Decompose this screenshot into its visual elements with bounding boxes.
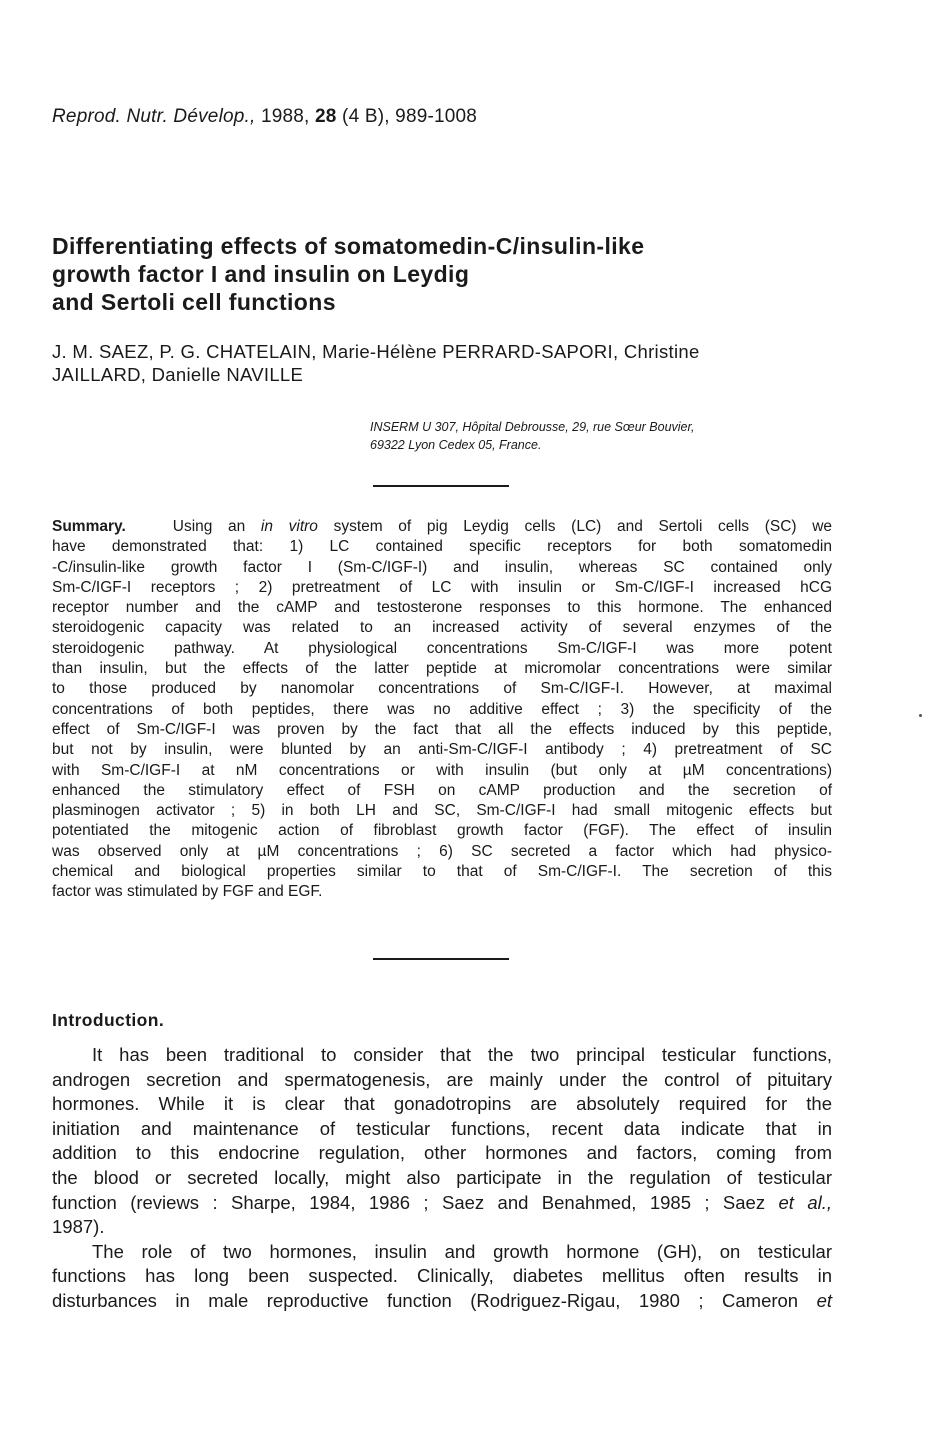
paper-title bbox=[52, 232, 852, 316]
summary-line: potentiated the mitogenic action of fibroblast growth factor (FGF). The effect of insulin bbox=[52, 822, 832, 840]
introduction-body bbox=[52, 1043, 832, 1314]
summary-line: have demonstrated that: 1) LC contained specific receptors for both somatomedin bbox=[52, 538, 832, 556]
author-line: JAILLARD, Danielle NAVILLE bbox=[52, 364, 304, 385]
journal-citation bbox=[52, 106, 477, 128]
section-divider bbox=[373, 958, 509, 960]
summary-line: factor was stimulated by FGF and EGF. bbox=[52, 883, 323, 901]
summary-line: concentrations of both peptides, there was no additive effect ; 3) the specificity of the bbox=[52, 700, 832, 718]
body-line: the blood or secreted locally, might also participate in the regulation of testicular bbox=[52, 1166, 832, 1188]
summary-line: -C/insulin-like growth factor I (Sm-C/IGF-I) and insulin, whereas SC contained only bbox=[52, 558, 832, 576]
journal-issue-pages: (4 B), 989-1008 bbox=[342, 106, 478, 127]
journal-year: 1988, bbox=[260, 106, 310, 127]
body-line: functions has long been suspected. Clinically, diabetes mellitus often results in bbox=[52, 1265, 832, 1287]
summary-line bbox=[52, 517, 832, 537]
summary-text: system of pig Leydig cells (LC) and Sertoli cells (SC) we bbox=[333, 518, 833, 535]
summary-line: chemical and biological properties similar to that of Sm-C/IGF-I. The secretion of this bbox=[52, 863, 832, 881]
affiliation bbox=[370, 418, 850, 454]
body-text: disturbances in male reproductive function (Rodriguez-Rigau, 1980 ; Cameron bbox=[52, 1289, 799, 1311]
title-line: Differentiating effects of somatomedin-C/insulin-like bbox=[52, 233, 645, 259]
summary-line: effect of Sm-C/IGF-I was proven by the fact that all the effects induced by this peptide, bbox=[52, 720, 832, 738]
summary-label: Summary. bbox=[52, 518, 126, 535]
author-line: J. M. SAEZ, P. G. CHATELAIN, Marie-Hélène PERRARD-SAPORI, Christine bbox=[52, 341, 700, 362]
summary-line: was observed only at µM concentrations ; 6) SC secreted a factor which had physico- bbox=[52, 842, 832, 860]
summary-line: than insulin, but the effects of the latter peptide at micromolar concentrations were similar bbox=[52, 660, 832, 678]
body-line: addition to this endocrine regulation, other hormones and factors, coming from bbox=[52, 1142, 832, 1164]
summary-line: to those produced by nanomolar concentrations of Sm-C/IGF-I. However, at maximal bbox=[52, 680, 832, 698]
margin-dot bbox=[919, 714, 922, 717]
journal-name: Reprod. Nutr. Dévelop., bbox=[52, 106, 256, 127]
summary-line: steroidogenic capacity was related to an increased activity of several enzymes of the bbox=[52, 619, 832, 637]
body-line: androgen secretion and spermatogenesis, are mainly under the control of pituitary bbox=[52, 1068, 832, 1090]
summary-line: plasminogen activator ; 5) in both LH and SC, Sm-C/IGF-I had small mitogenic effects but bbox=[52, 802, 832, 820]
body-text: function (reviews : Sharpe, 1984, 1986 ; Saez and Benahmed, 1985 ; Saez bbox=[52, 1191, 766, 1213]
summary-line: steroidogenic pathway. At physiological concentrations Sm-C/IGF-I was more potent bbox=[52, 639, 832, 657]
title-line: growth factor I and insulin on Leydig bbox=[52, 261, 470, 287]
journal-volume: 28 bbox=[315, 106, 337, 127]
summary-line: receptor number and the cAMP and testosterone responses to this hormone. The enhanced bbox=[52, 599, 832, 617]
summary-line: but not by insulin, were blunted by an anti-Sm-C/IGF-I antibody ; 4) pretreatment of SC bbox=[52, 741, 832, 759]
author-list bbox=[52, 340, 852, 386]
body-line bbox=[52, 1191, 832, 1216]
summary-abstract bbox=[52, 517, 832, 903]
affiliation-line: 69322 Lyon Cedex 05, France. bbox=[370, 438, 542, 452]
body-line: The role of two hormones, insulin and growth hormone (GH), on testicular bbox=[92, 1240, 832, 1262]
body-line bbox=[52, 1289, 832, 1314]
summary-line: Sm-C/IGF-I receptors ; 2) pretreatment of LC with insulin or Sm-C/IGF-I increased hCG bbox=[52, 578, 832, 596]
title-line: and Sertoli cell functions bbox=[52, 289, 336, 315]
body-italic: et al., bbox=[778, 1191, 833, 1213]
body-line: It has been traditional to consider that the two principal testicular functions, bbox=[92, 1044, 832, 1065]
summary-line: enhanced the stimulatory effect of FSH on cAMP production and the secretion of bbox=[52, 781, 832, 799]
body-line: hormones. While it is clear that gonadotropins are absolutely required for the bbox=[52, 1093, 832, 1115]
affiliation-line: INSERM U 307, Hôpital Debrousse, 29, rue Sœur Bouvier, bbox=[370, 420, 695, 434]
body-line: initiation and maintenance of testicular functions, recent data indicate that in bbox=[52, 1117, 832, 1139]
summary-text: Using an bbox=[172, 518, 246, 535]
introduction-heading: Introduction. bbox=[52, 1010, 165, 1030]
summary-line: with Sm-C/IGF-I at nM concentrations or with insulin (but only at µM concentrations) bbox=[52, 761, 832, 779]
body-line: 1987). bbox=[52, 1216, 105, 1238]
summary-italic: in vitro bbox=[260, 518, 318, 535]
body-italic: et bbox=[816, 1289, 832, 1311]
section-divider bbox=[373, 485, 509, 487]
